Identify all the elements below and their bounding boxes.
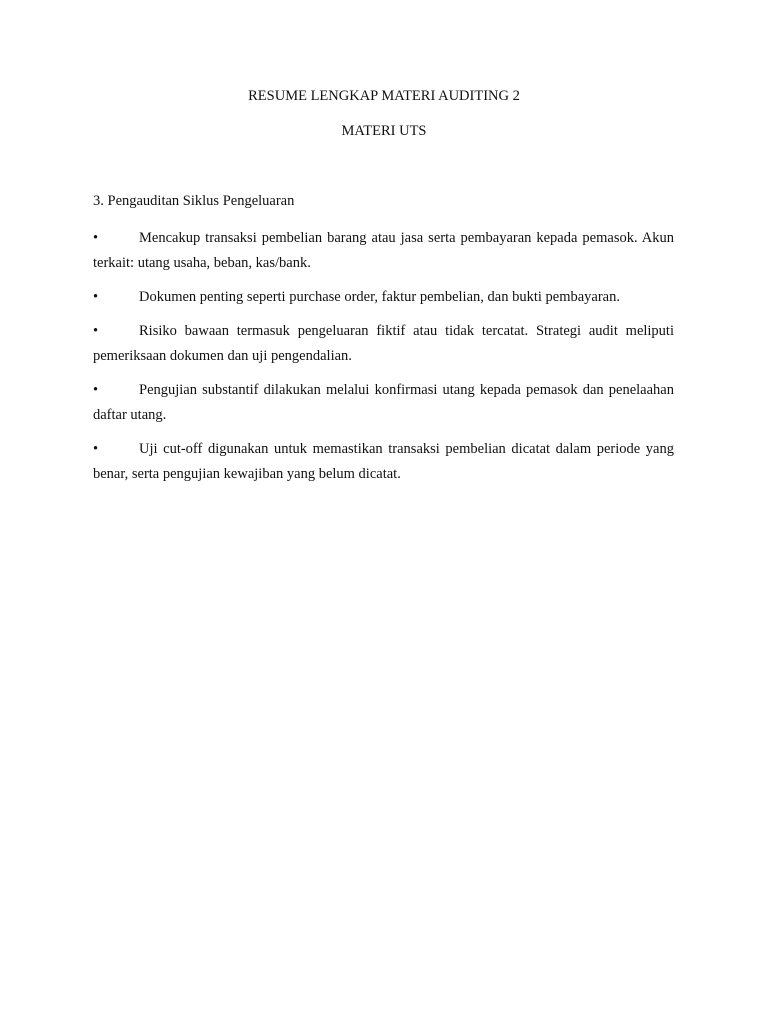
bullet-marker: •: [93, 382, 99, 398]
bullet-text: Dokumen penting seperti purchase order, faktur pembelian, dan bukti pembayaran.: [139, 289, 620, 305]
section-heading: 3. Pengauditan Siklus Pengeluaran: [93, 193, 295, 209]
bullet-marker: •: [93, 289, 99, 305]
bullet-item: [93, 437, 674, 487]
document-title: RESUME LENGKAP MATERI AUDITING 2: [248, 88, 520, 104]
document-subtitle: MATERI UTS: [341, 123, 427, 139]
bullet-marker: •: [93, 441, 99, 457]
bullet-marker: •: [93, 323, 99, 339]
bullet-item: [93, 285, 674, 310]
bullet-item: [93, 378, 674, 428]
bullet-item: [93, 319, 674, 369]
bullet-list: [93, 226, 674, 496]
bullet-marker: •: [93, 230, 99, 246]
bullet-text: Mencakup transaksi pembelian barang atau jasa serta pembayaran kepada pemasok. Akun terkait: utang usaha, beban, kas/bank.: [93, 230, 674, 271]
bullet-text: Risiko bawaan termasuk pengeluaran fiktif atau tidak tercatat. Strategi audit meliputi pemeriksaan dokumen dan uji pengendalian.: [93, 323, 674, 364]
bullet-text: Pengujian substantif dilakukan melalui konfirmasi utang kepada pemasok dan penelaahan daftar utang.: [93, 382, 674, 423]
bullet-item: [93, 226, 674, 276]
bullet-text: Uji cut-off digunakan untuk memastikan transaksi pembelian dicatat dalam periode yang benar, serta pengujian kewajiban yang belum dicatat.: [93, 441, 674, 482]
